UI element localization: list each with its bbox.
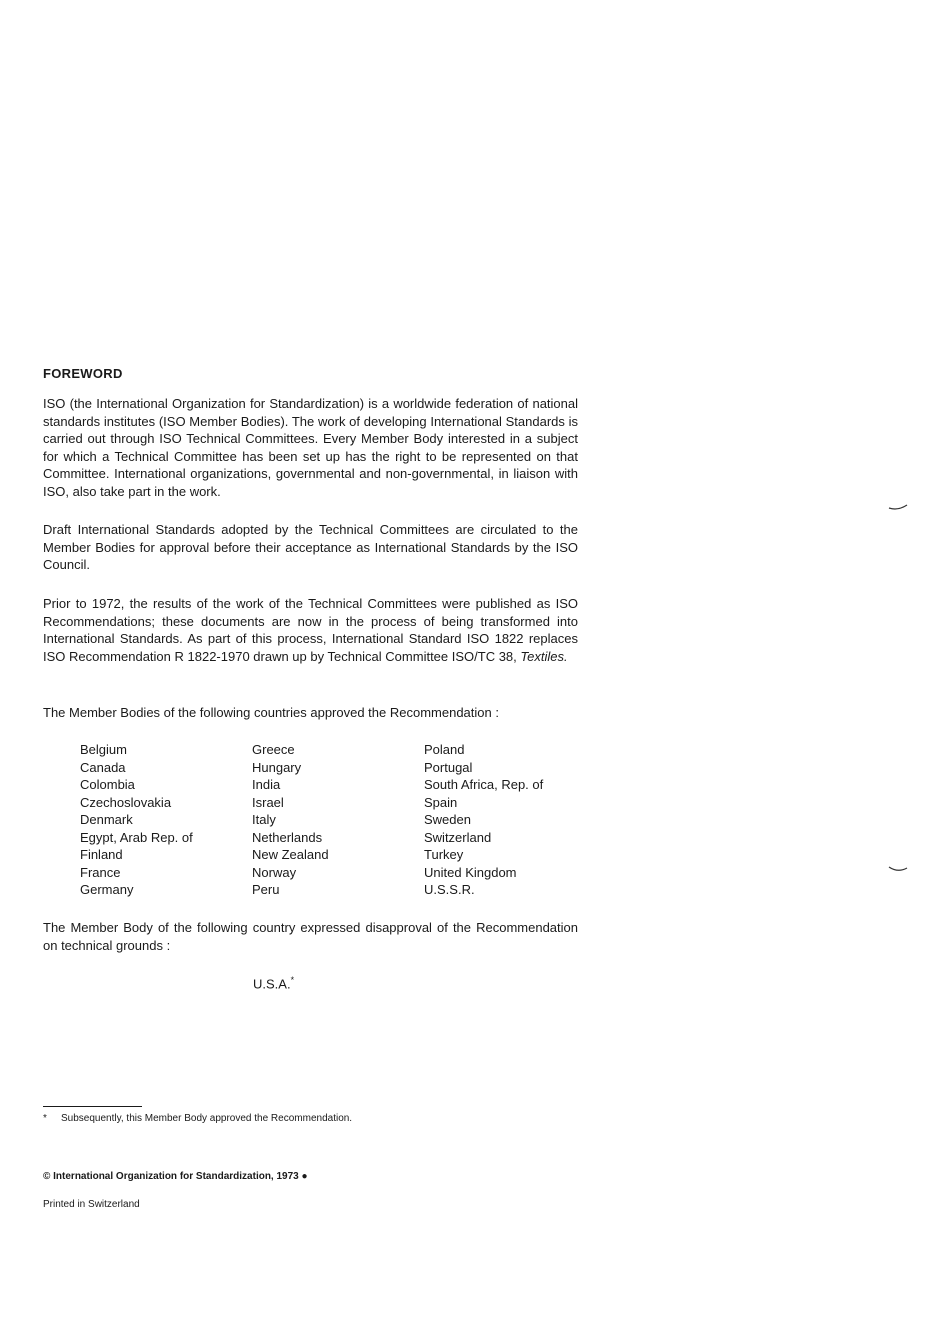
history-italic-textiles: Textiles. <box>520 648 568 664</box>
paragraph-draft-standards: Draft International Standards adopted by the Technical Committees are circulated to the Member Bodies for approval before their acceptance as International Standards by the ISO Council. <box>43 522 578 573</box>
footnote-text: Subsequently, this Member Body approved the Recommendation. <box>61 1113 353 1124</box>
country-item: India <box>252 777 281 792</box>
country-item: Turkey <box>424 847 464 862</box>
country-item: Netherlands <box>252 829 323 845</box>
country-item: Germany <box>80 882 134 897</box>
country-item: Denmark <box>80 812 133 827</box>
country-item: Czechoslovakia <box>80 794 172 810</box>
paragraph-iso-intro: ISO (the International Organization for Standardization) is a worldwide federation of national standards institutes (ISO Member Bodies). The work of developing International Standards is carried out through ISO Technical Committees. Every Member Body interested in a subject for which a Technical Committee has been set up has the right to be represented on that Committee. International organizations, governmental and non-governmental, in liaison with ISO, also take part in the work. <box>43 396 578 499</box>
country-item: Spain <box>424 794 458 810</box>
country-item: Israel <box>252 794 284 810</box>
margin-scan-mark-icon <box>888 865 908 873</box>
footnote-marker: * <box>43 1113 47 1124</box>
paragraph-approval-intro: The Member Bodies of the following countries approved the Recommendation : <box>43 705 499 720</box>
country-item: Colombia <box>80 777 135 792</box>
country-item: Switzerland <box>424 829 492 845</box>
country-item: Portugal <box>424 759 473 775</box>
footnote-reference: * <box>290 975 295 985</box>
printed-in: Printed in Switzerland <box>43 1199 140 1210</box>
disapproving-country <box>253 975 294 991</box>
copyright-notice: © International Organization for Standardization, 1973 ● <box>43 1171 308 1182</box>
country-item: Egypt, Arab Rep. of <box>80 829 193 845</box>
margin-scan-mark-icon <box>888 503 908 511</box>
paragraph-disapproval-intro: The Member Body of the following country expressed disapproval of the Recommendation on technical grounds : <box>43 920 578 953</box>
country-item: Canada <box>80 759 126 775</box>
foreword-heading: FOREWORD <box>43 366 123 381</box>
disapproving-country-name: U.S.A. <box>253 976 291 992</box>
footnote-divider <box>43 1106 142 1107</box>
footnote <box>43 1113 352 1124</box>
country-column-2 <box>252 741 427 899</box>
country-column-3 <box>424 741 599 899</box>
country-item: Greece <box>252 742 295 757</box>
country-item: Peru <box>252 882 280 897</box>
country-item: New Zealand <box>252 847 329 862</box>
country-item: Sweden <box>424 812 471 827</box>
country-item: France <box>80 864 121 880</box>
country-item: Hungary <box>252 759 302 775</box>
country-item: U.S.S.R. <box>424 882 475 897</box>
paragraph-history <box>43 595 578 665</box>
country-column-1 <box>80 741 255 899</box>
history-text: Prior to 1972, the results of the work of the Technical Committees were published as ISO Recommendations; these documents are now in the process of being transformed into International Standards. As part of this process, International Standard ISO 1822 replaces ISO Recommendation R 1822-1970 drawn up by Technical Committee ISO/TC 38, <box>43 596 578 664</box>
country-item: South Africa, Rep. of <box>424 777 544 792</box>
country-item: Norway <box>252 864 297 880</box>
country-item: Italy <box>252 812 276 827</box>
country-item: Finland <box>80 847 123 862</box>
country-item: Belgium <box>80 742 127 757</box>
country-item: United Kingdom <box>424 864 517 880</box>
country-item: Poland <box>424 742 465 757</box>
